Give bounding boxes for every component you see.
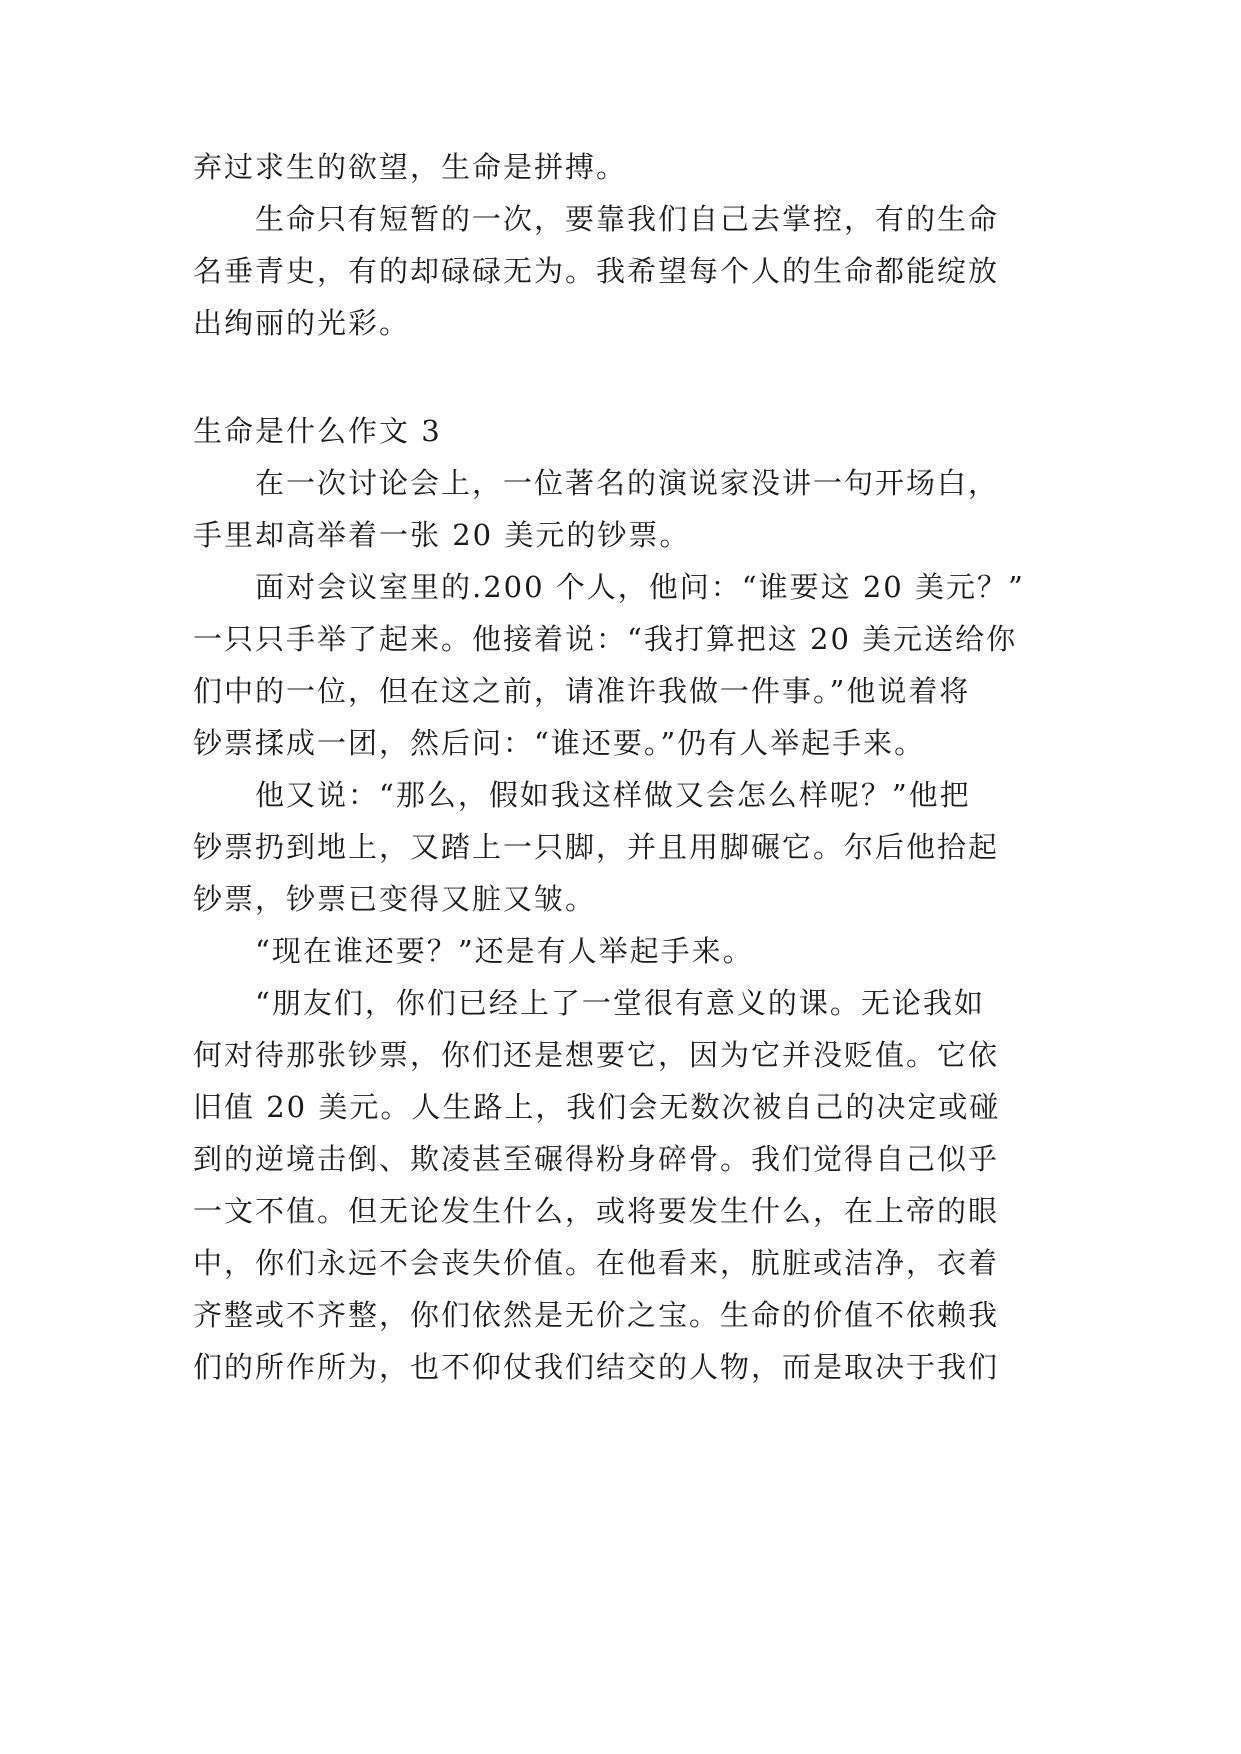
text-line: 出绚丽的光彩。 [193,306,411,340]
text-line: 旧值 20 美元。人生路上，我们会无数次被自己的决定或碰 [193,1090,1001,1124]
text-line: “朋友们，你们已经上了一堂很有意义的课。无论我如 [255,986,985,1020]
text-line: 中，你们永远不会丧失价值。在他看来，肮脏或洁净，衣着 [193,1246,1000,1280]
text-line: 在一次讨论会上，一位著名的演说家没讲一句开场白， [255,466,1000,500]
text-line: 生命只有短暂的一次，要靠我们自己去掌控，有的生命 [255,202,1000,236]
text-line: 弃过求生的欲望，生命是拼搏。 [193,150,628,184]
text-line: 钞票扔到地上，又踏上一只脚，并且用脚碾它。尔后他拾起 [193,830,1000,864]
text-line: 一只只手举了起来。他接着说：“我打算把这 20 美元送给你 [193,622,1018,656]
text-line: 面对会议室里的.200 个人，他问：“谁要这 20 美元？” [255,570,1025,604]
section-heading: 生命是什么作文 3 [193,414,442,448]
text-line: 齐整或不齐整，你们依然是无价之宝。生命的价值不依赖我 [193,1298,1000,1332]
text-line: 们的所作所为，也不仰仗我们结交的人物，而是取决于我们 [193,1350,1000,1384]
text-line: 手里却高举着一张 20 美元的钞票。 [193,518,691,552]
text-line: 名垂青史，有的却碌碌无为。我希望每个人的生命都能绽放 [193,254,1000,288]
text-line: 一文不值。但无论发生什么，或将要发生什么，在上帝的眼 [193,1194,1000,1228]
text-line: 钞票，钞票已变得又脏又皱。 [193,882,597,916]
text-line: 钞票揉成一团，然后问：“谁还要。”仍有人举起手来。 [193,726,926,760]
text-line: 们中的一位，但在这之前，请准许我做一件事。”他说着将 [193,674,971,708]
text-line: “现在谁还要？”还是有人举起手来。 [255,934,754,968]
text-line: 到的逆境击倒、欺凌甚至碾得粉身碎骨。我们觉得自己似乎 [193,1142,1000,1176]
text-line: 他又说：“那么，假如我这样做又会怎么样呢？”他把 [255,778,971,812]
text-line: 何对待那张钞票，你们还是想要它，因为它并没贬值。它依 [193,1038,1000,1072]
